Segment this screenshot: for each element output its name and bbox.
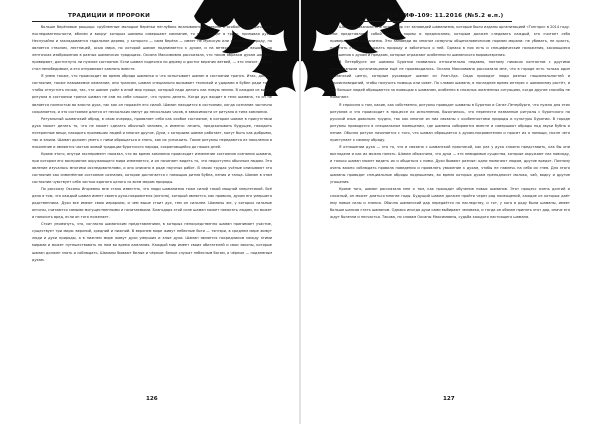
paragraph: Я умею также, что происходит во время обряда шаманки и что испытывает шаман в состоянии транса. Итак, данное состояние, также называемое камлание, они трансом, шаман специально вызывает техникой и ударами в бубен ради того, чтобы отпустить ночью, так, что шаман ушёл в иной мир проще, который надо делить как новую землю. В каждом из видов ритуала в состоянии транса шаман не сам по себе слышит, что нужно делать. Когда дух входит в тело шамана, то он не является полностью во власти духа, так как он поражён его силой. Шаман находится в состоянии, когда сознание частично сохраняется, и это состояние длится от нескольких минут до нескольких часов, в зависимости от ритуала и типа камлания. (32, 74, 272, 114)
paragraph: Я отношении духа — это то, что и связано с шаманской практикой, как раз у духа сложно представить, как бы они выглядели и как их можно понять. Шаман объяснила, что духи — это невидимые существа, которые окружают нас повсюду, и только шаман может видеть их и общаться с ними. Духи бывают разные: одни помогают людям, другие вредят. Поэтому очень важно соблюдать правила поведения и проявлять уважение к духам, чтобы не навлечь на себя их гнев. Для этого шаманы проводят специальные обряды подношения, во время которых духам преподносят молоко, чай, водку и другие угощения. (330, 144, 570, 185)
body-text (330, 24, 570, 221)
page-number: 127 (443, 396, 455, 402)
paragraph: Кроме этого, внутри эксперимент показал, что во время камлания происходит изменение состояния сознания шамана, при котором его восприятие окружающего мира изменяется, и он начинает видеть то, что недоступно обычным людям. Это явление изучалось многими исследователями, и оно описано в ряде научных работ. В своих трудах учёные описывают это состояние как изменённое состояние сознания, которое достигается с помощью ритма бубна, пения и танца. Шаман в этом состоянии чувствует себя частью единого целого со всем миром природы. (32, 151, 272, 185)
header-rule (360, 21, 512, 22)
paragraph: Стоит упомянуть, что, согласно шаманским представлениям, в которых непосредственно шаман принимает участие, существует три мира: верхний, средний и нижний. В верхнем мире живут небесные боги — тэнгэри, в среднем мире живут люди и духи природы, а в нижнем мире живут духи умерших и злые духи. Шаман является посредником между этими мирами и может путешествовать по ним во время камлания. Каждый мир имеет своих обитателей и свои законы, которые шаман должен знать и соблюдать. Шаманы бывают белые и чёрные: белые служат небесным богам, а чёрные — подземным духам. (32, 222, 272, 262)
paragraph: В Петербурге же шаманы Бурятии появились относительно недавно, поэтому никаких контактов с другими религиозными организациями ещё не производилось. Оксана Максимовна рассказала мне, что в городе есть только один шаманский центр, которым руководит шаман из Улан-Удэ. Сюда приходят люди разных национальностей и вероисповеданий, чтобы получить помощь или совет. По словам шамана, в последнее время интерес к шаманизму растёт, и всё больше людей обращаются за помощью к шаманам, особенно в сложных жизненных ситуациях, когда другие способы не помогают. (330, 60, 570, 100)
paragraph: Ритуальный шаманский обряд, в свою очередь, проявляет себя как особое состояние, в котором шаман в присутствии духа может делать то, что не может сделать обычный человек, а именно: лечить, предсказывать будущее, находить потерянные вещи, находить пропавших людей и многое другое. Духи, с которыми шаман работает, могут быть как добрыми, так и злыми. Шаман должен уметь с ними обращаться и знать, как их успокоить. Такие ритуалы передаются из поколения в поколение и являются частью живой традиции бурятского народа, сохраняющейся до наших дней. (32, 116, 272, 149)
header-rule (32, 21, 172, 22)
paragraph: Кроме того, шаман рассказала мне о том, как проходит обучение новых шаманов. Этот процесс очень долгий и сложный, он может длиться многие годы. Будущий шаман должен пройти через ряд посвящений, каждое из которых даёт ему новые силы и знания. Обычно шаманский дар передаётся по наследству, и тот, у кого в роду были шаманы, имеет больше шансов стать шаманом. Однако иногда духи сами выбирают человека, и тогда он обязан принять этот дар, иначе его ждут болезни и несчастья. Такова, по словам Оксаны Максимовны, судьба каждого настоящего шамана. (330, 187, 570, 220)
book-gutter (299, 0, 301, 424)
body-text (32, 24, 272, 264)
running-head: ТРАДИЦИИ И ПРОРОКИ (68, 13, 151, 19)
page-number: 126 (146, 396, 158, 402)
paragraph: По рассказу Оксаны Игоревны мне стало известно, что люди шаманизма тоже силой такой мощной энергетикой. Всё дело в том, что каждый шаман имеет своего духа-покровителя (онгона), который является, как правило, духом его умершего родственника. Духи все имеют свою иерархию, и чем выше стоит дух, тем он сильнее. Шаманы же, у которых сильные онгоны, считаются самыми могущественными и почитаемыми. Благодаря этой силе шаман может помогать людям, но может и наносить вред, если он того пожелает. (32, 187, 272, 220)
right-page (300, 0, 600, 424)
paragraph: Шаманы показали мне экземпляр «з» заповедей шаманизма, которые были изданы организацией «Тэнгэри» в 2014 году. Они представляют собой краткие нормы и предписания, которым должен следовать каждый, кто считает себя приверженцем шаманизма. Эти заповеди во многом созвучны общечеловеческим нормам морали: не убивать, не красть, почитать старших, уважать природу и заботиться о ней. Однако в них есть и специфические положения, касающиеся отношения к духам и предкам, которые отражают особенности шаманского мировоззрения. (330, 25, 570, 58)
running-head: АПОКРИФ-109: 11.2016 (№5.2 е.п.) (380, 13, 504, 19)
paragraph: больше берёзовые рощицы: срубленные молодые берёзки неглубоко вкапываются в землю в особой геометрической последовательности, вблизи и вокруг которых шаманы совершают камлание, то есть входят в транс, призывая духа. Неслучайно и закладывается гадальное дерево, у которого — сама берёза — имеет не мужскую или женскую природу, но является стволом, лестницей, осью мира, по которой шаман поднимается к духам, и на ветвях которого вешают на ленточках изображения в разных шаманских традициях. Оксана Максимовна рассказала, что таким образом духам шаманы проверяют, достигнуто ли нужное состояние. Если шаман поднялся по дереву и достиг верхних ветвей, — это значит, что он стал непобедимым, и его отправляют камлать вместе. (32, 25, 272, 72)
paragraph: Я спросила о том, какие, как собственно, ритуалы проводят шаманы в Бурятии и Санкт-Петербурге, что нужно для этих ритуалов и что происходит в процессе их исполнения. Выяснилось, что перенести названные ритуалы с бурятского на русский язык довольно трудно, так как многие из них связаны с особенностями природы и культуры Бурятии. В городе ритуалы проводятся в специальном помещении, где шаманы собираются вместе и совершают обряды под звуки бубна и пение. Обычно ритуал начинается с того, что шаман обращается к духам-покровителям и просит их о помощи, после чего приступает к самому обряду. (330, 102, 570, 142)
